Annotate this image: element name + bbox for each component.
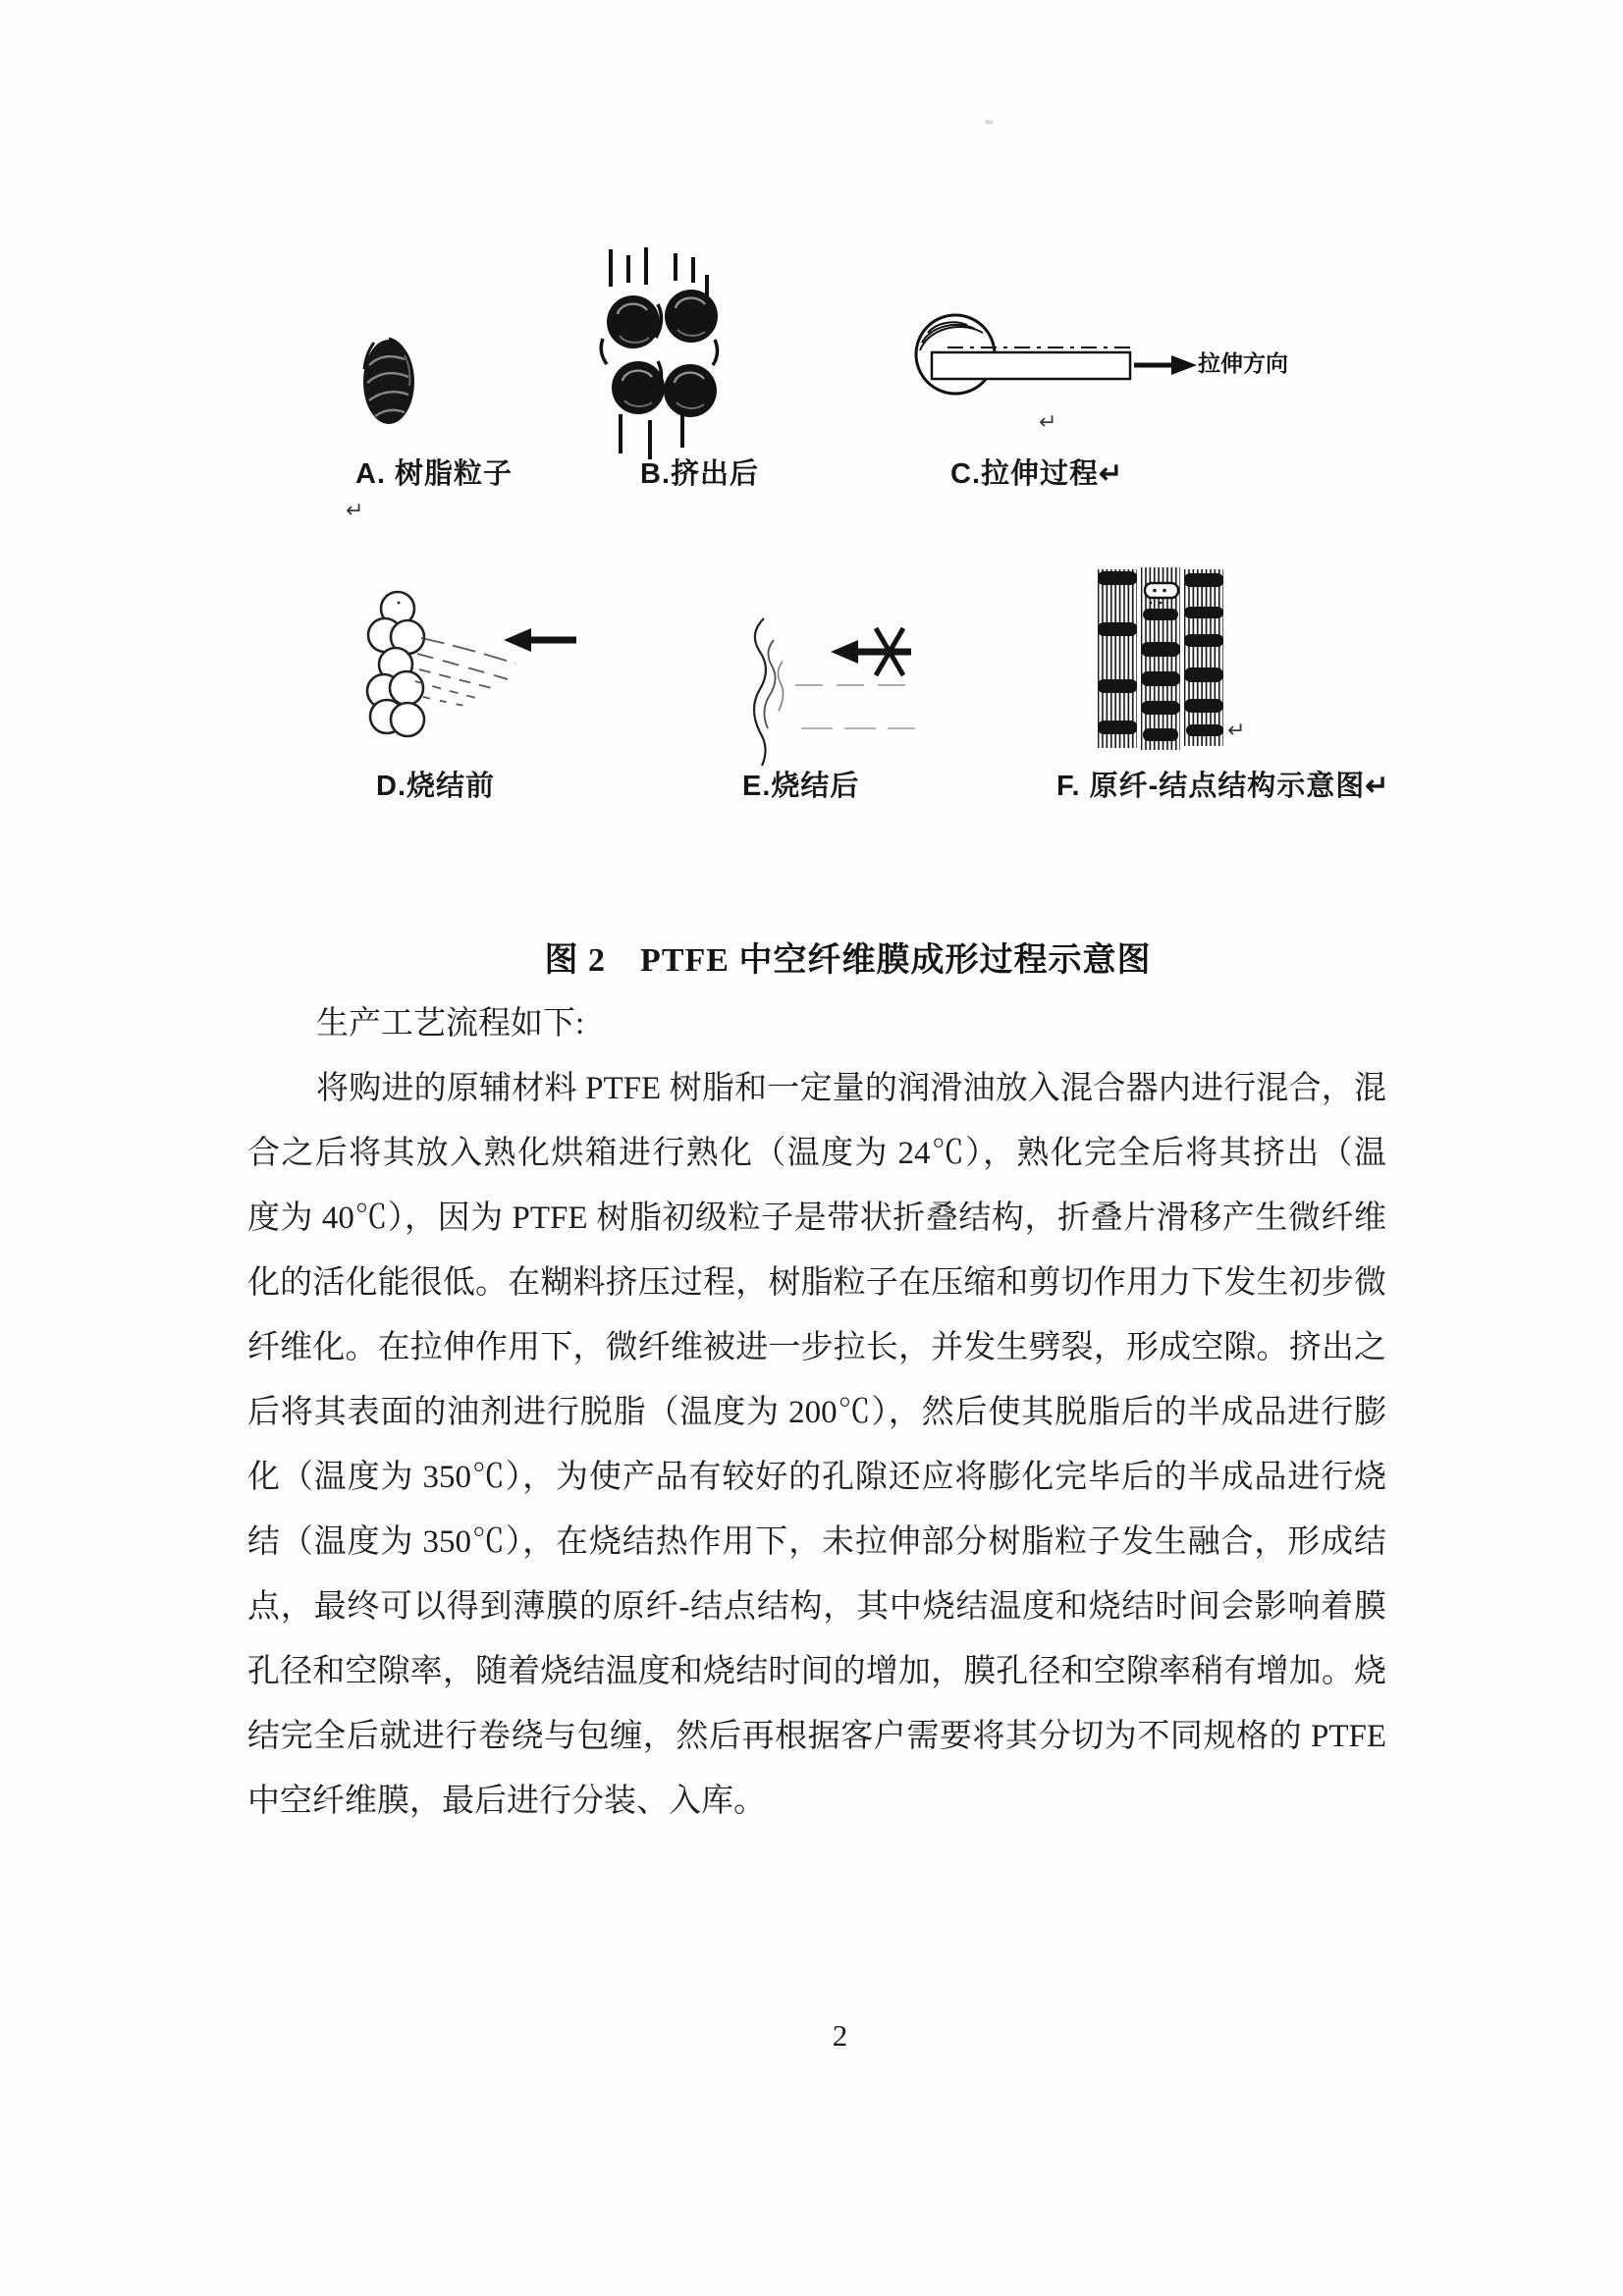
body-line: 将购进的原辅材料 PTFE 树脂和一定量的润滑油放入混合器内进行混合，混 — [316, 1071, 1386, 1106]
after-sintering-illustration — [727, 607, 923, 778]
body-line: 纤维化。在拉伸作用下，微纤维被进一步拉长，并发生劈裂，形成空隙。挤出之 — [247, 1330, 1386, 1365]
scan-speck — [985, 120, 994, 125]
body-text — [247, 991, 1386, 1834]
return-mark: ↵ — [346, 499, 364, 523]
resin-particle-illustration — [355, 326, 424, 439]
body-line: 化的活化能很低。在糊料挤压过程，树脂粒子在压缩和剪切作用力下发生初步微 — [247, 1265, 1386, 1301]
before-sintering-illustration — [358, 589, 584, 756]
fibril-node-structure-illustration — [1092, 565, 1231, 754]
panel-a-label: A. 树脂粒子 — [355, 458, 514, 490]
panel-b-label: B.挤出后 — [640, 458, 760, 490]
body-line: 中空纤维膜，最后进行分装、入库。 — [247, 1784, 766, 1819]
body-line: 化（温度为 350℃），为使产品有较好的孔隙还应将膨化完毕后的半成品进行烧 — [247, 1460, 1386, 1495]
body-line: 后将其表面的油剂进行脱脂（温度为 200℃），然后使其脱脂后的半成品进行膨 — [247, 1395, 1386, 1430]
panel-d-label: D.烧结前 — [376, 771, 496, 802]
body-line: 合之后将其放入熟化烘箱进行熟化（温度为 24℃），熟化完全后将其挤出（温 — [247, 1136, 1386, 1171]
body-line: 生产工艺流程如下: — [316, 1006, 585, 1041]
body-line: 结完全后就进行卷绕与包缠，然后再根据客户需要将其分切为不同规格的 PTFE — [247, 1719, 1386, 1754]
return-mark: ↵ — [1227, 719, 1246, 743]
panel-c-label: C.拉伸过程↵ — [950, 458, 1124, 490]
body-line: 度为 40℃），因为 PTFE 树脂初级粒子是带状折叠结构，折叠片滑移产生微纤维 — [247, 1201, 1386, 1236]
figure-caption: 图 2 PTFE 中空纤维膜成形过程示意图 — [544, 942, 1152, 979]
panel-e-label: E.烧结后 — [742, 771, 860, 802]
stretch-direction-label: 拉伸方向 — [1198, 350, 1288, 376]
body-line: 结（温度为 350℃），在烧结热作用下，未拉伸部分树脂粒子发生融合，形成结 — [247, 1524, 1386, 1560]
body-line: 点，最终可以得到薄膜的原纤-结点结构，其中烧结温度和烧结时间会影响着膜 — [247, 1589, 1386, 1625]
page-number: 2 — [832, 2018, 848, 2053]
stretching-process-illustration — [908, 299, 1203, 398]
return-mark: ↵ — [1039, 410, 1057, 435]
body-line: 孔径和空隙率，随着烧结温度和烧结时间的增加，膜孔径和空隙率稍有增加。烧 — [247, 1654, 1386, 1689]
panel-f-label: F. 原纤-结点结构示意图↵ — [1056, 771, 1390, 802]
after-extrusion-illustration — [589, 245, 727, 459]
